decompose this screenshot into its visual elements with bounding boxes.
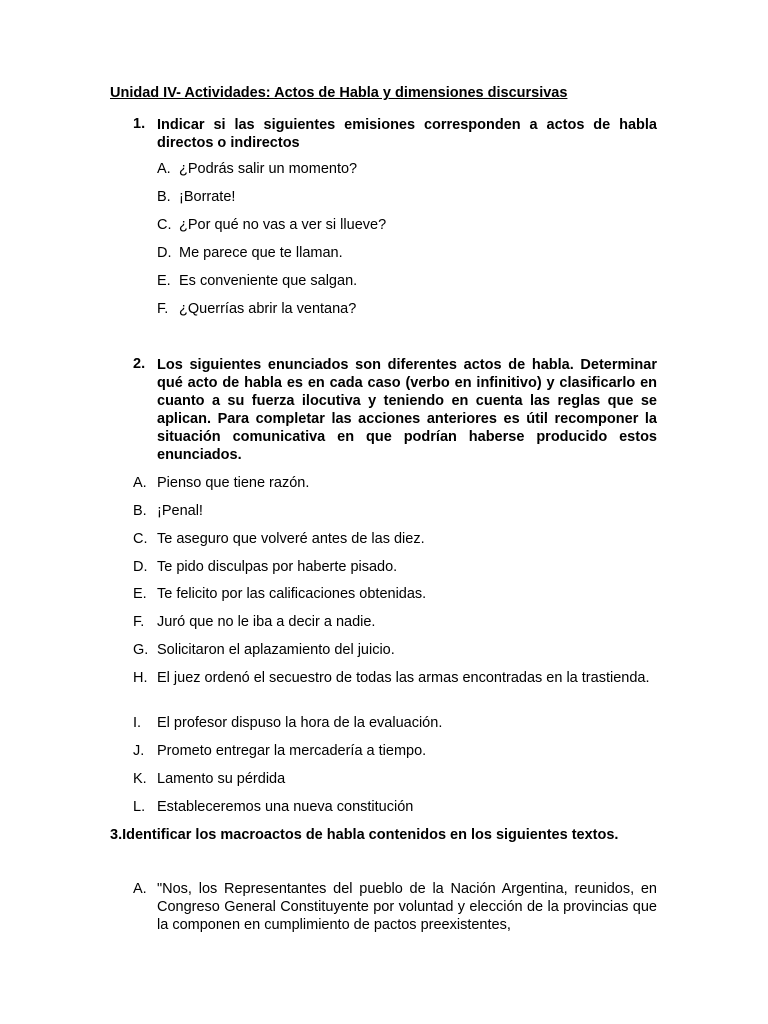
list-item-letter: G.	[133, 642, 149, 658]
list-item-letter: D.	[157, 245, 172, 261]
list-item-text: ¡Borrate!	[179, 189, 236, 205]
list-item-letter: J.	[133, 743, 145, 759]
list-item-letter: A.	[157, 161, 171, 177]
list-item-letter: C.	[157, 217, 172, 233]
list-item-text: Te felicito por las calificaciones obtenidas.	[157, 586, 427, 602]
list-item-text: Es conveniente que salgan.	[179, 273, 358, 289]
page-title: Unidad IV- Actividades: Actos de Habla y dimensiones discursivas	[110, 85, 568, 101]
question-3-heading: 3.Identificar los macroactos de habla contenidos en los siguientes textos.	[110, 827, 619, 843]
question-1-text: Indicar si las siguientes emisiones corresponden a actos de habla directos o indirectos	[157, 117, 657, 151]
list-item-text: ¿Querrías abrir la ventana?	[179, 301, 357, 317]
list-item-letter: C.	[133, 531, 148, 547]
list-item-letter: F.	[157, 301, 169, 317]
list-item	[133, 880, 657, 934]
question-2-text: Los siguientes enunciados son diferentes actos de habla. Determinar qué acto de habla es en cada caso (verbo en infinitivo) y clasificarlo en cuanto a su fuerza ilocutiva y teniendo en cuenta las reglas que se aplican. Para completar las acciones anteriores es útil recomponer la situación comunicativa en que podrían haberse producido estos enunciados.	[157, 357, 657, 463]
list-item-letter: E.	[157, 273, 171, 289]
list-item-text: Pienso que tiene razón.	[157, 475, 310, 491]
list-item-letter: F.	[133, 614, 145, 630]
list-item-text: Juró que no le iba a decir a nadie.	[157, 614, 376, 630]
list-item-letter: A.	[133, 475, 147, 491]
list-item-text: El juez ordenó el secuestro de todas las armas encontradas en la trastienda.	[157, 670, 650, 686]
question-1-number: 1.	[133, 116, 146, 132]
list-item-text: Te aseguro que volveré antes de las diez.	[157, 531, 425, 547]
list-item-text: ¿Por qué no vas a ver si llueve?	[179, 217, 387, 233]
list-item-letter: K.	[133, 771, 147, 787]
list-item-letter: B.	[133, 503, 147, 519]
list-item-text: Prometo entregar la mercadería a tiempo.	[157, 743, 427, 759]
list-item-text: El profesor dispuso la hora de la evaluación.	[157, 715, 443, 731]
list-item-text: Te pido disculpas por haberte pisado.	[157, 559, 398, 575]
list-item-letter: E.	[133, 586, 147, 602]
question-2-number: 2.	[133, 356, 146, 372]
list-item-letter: A.	[133, 881, 147, 897]
list-item-text: Solicitaron el aplazamiento del juicio.	[157, 642, 395, 658]
list-item-text: ¡Penal!	[157, 503, 203, 519]
list-item-letter: H.	[133, 670, 148, 686]
list-item-text: ¿Podrás salir un momento?	[179, 161, 358, 177]
list-item	[133, 669, 657, 687]
list-item-text: "Nos, los Representantes del pueblo de la Nación Argentina, reunidos, en Congreso General Constituyente por voluntad y elección de la provincias que la componen en cumplimiento de pactos preexistentes,	[157, 881, 657, 933]
list-item-letter: B.	[157, 189, 171, 205]
list-item-letter: L.	[133, 799, 146, 815]
list-item-text: Me parece que te llaman.	[179, 245, 343, 261]
list-item-letter: D.	[133, 559, 148, 575]
list-item-letter: I.	[133, 715, 142, 731]
list-item-text: Lamento su pérdida	[157, 771, 286, 787]
list-item-text: Estableceremos una nueva constitución	[157, 799, 414, 815]
